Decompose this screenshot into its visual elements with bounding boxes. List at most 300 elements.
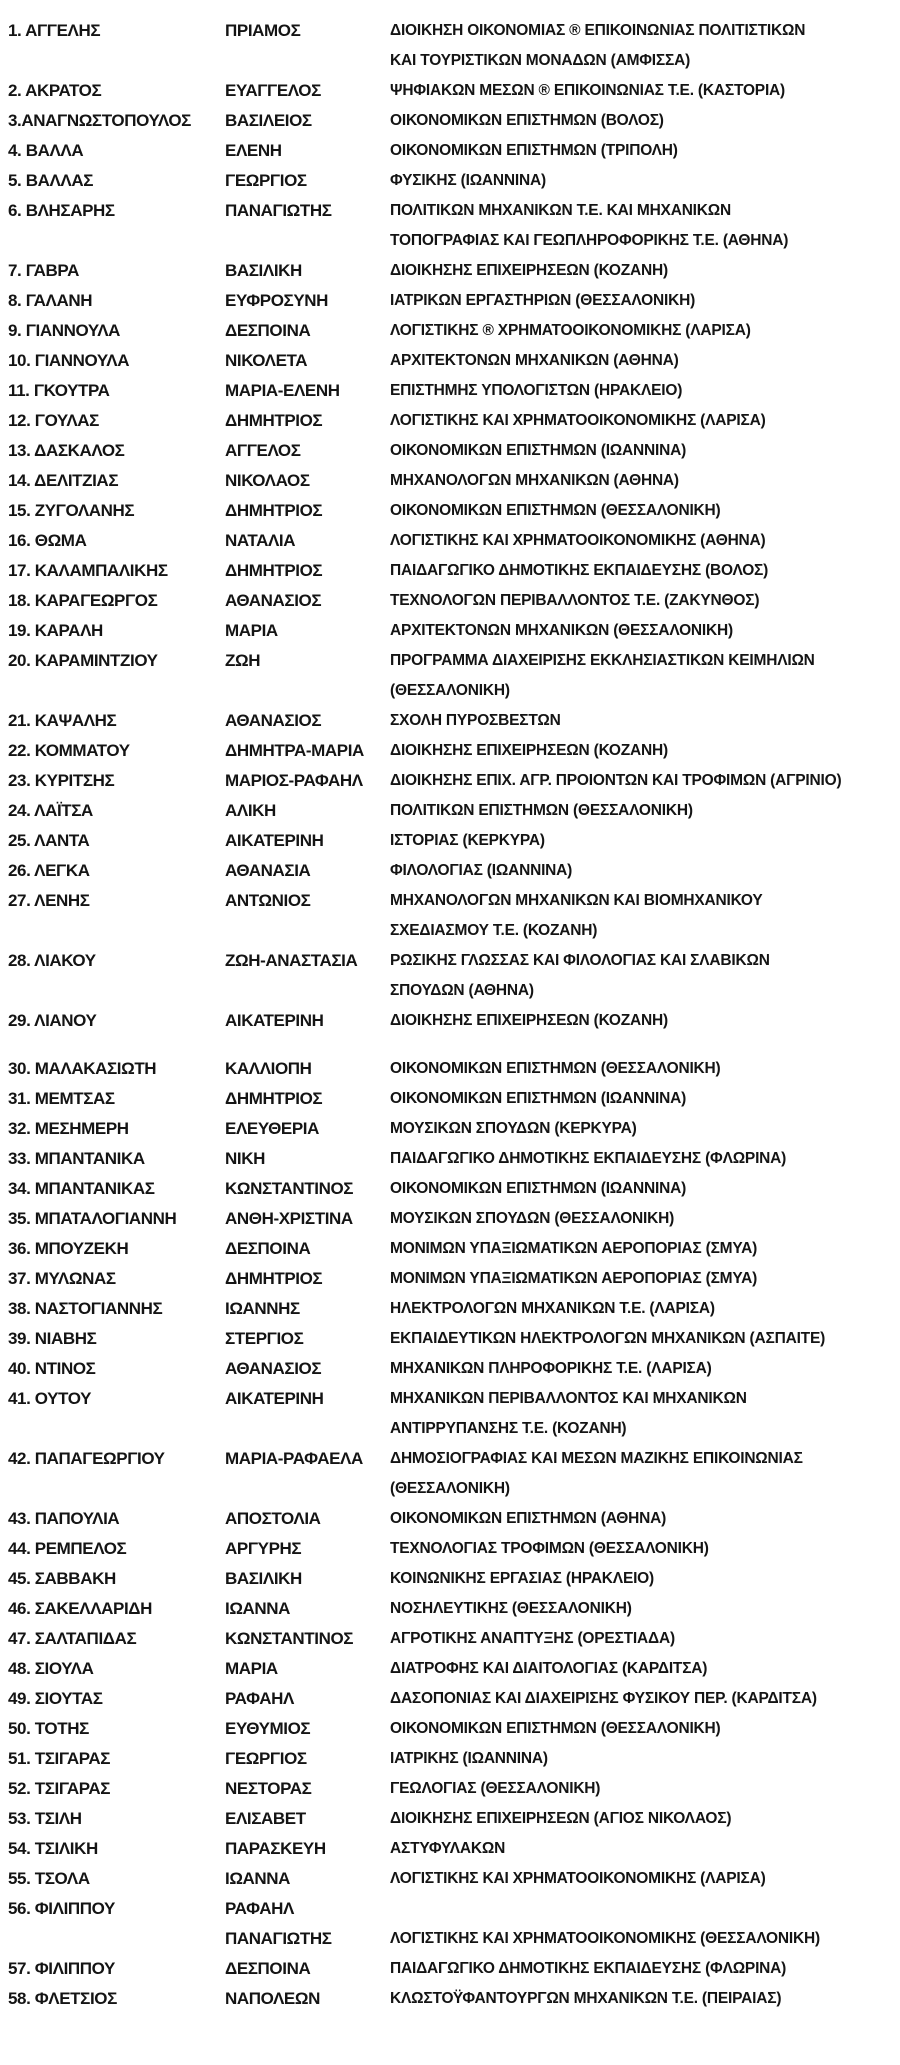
entry-given-name <box>225 1264 390 1294</box>
entry-school <box>390 886 896 946</box>
entry-number-surname: 33. ΜΠΑΝΤΑΝΙΚΑ <box>8 1149 145 1168</box>
text-line: ΑΓΡΟΤΙΚΗΣ ΑΝΑΠΤΥΞΗΣ (ΟΡΕΣΤΙΑΔΑ) <box>390 1630 675 1647</box>
entry-number-surname: 36. ΜΠΟΥΖΕΚΗ <box>8 1239 129 1258</box>
text-line: ΠΟΛΙΤΙΚΩΝ ΕΠΙΣΤΗΜΩΝ (ΘΕΣΣΑΛΟΝΙΚΗ) <box>390 802 693 819</box>
list-item <box>8 766 896 796</box>
entry-school <box>390 466 896 496</box>
entry-given-name <box>225 1804 390 1834</box>
list-item <box>8 1984 896 2014</box>
entry-given-name <box>225 376 390 406</box>
list-item <box>8 946 896 1006</box>
entry-given-name <box>225 1324 390 1354</box>
text-line: ΑΘΑΝΑΣΙΟΣ <box>225 1359 322 1378</box>
entry-given-name <box>225 526 390 556</box>
entry-school <box>390 1294 896 1324</box>
entry-given-name <box>225 1204 390 1234</box>
text-line: ΠΡΟΓΡΑΜΜΑ ΔΙΑΧΕΙΡΙΣΗΣ ΕΚΚΛΗΣΙΑΣΤΙΚΩΝ ΚΕΙΜΗΛΙΩΝ <box>390 652 815 669</box>
list-item <box>8 646 896 706</box>
entry-school <box>390 1054 896 1084</box>
list-item <box>8 1714 896 1744</box>
entry-number-surname: 25. ΛΑΝΤΑ <box>8 831 90 850</box>
entry-given-name <box>225 736 390 766</box>
entry-number-surname: 3.ΑΝΑΓΝΩΣΤΟΠΟΥΛΟΣ <box>8 111 191 130</box>
entry-given-name <box>225 1444 390 1474</box>
entry-given-name <box>225 196 390 226</box>
list-item <box>8 706 896 736</box>
list-item <box>8 1324 896 1354</box>
text-line: ΑΡΓΥΡΗΣ <box>225 1539 302 1558</box>
entry-school <box>390 1744 896 1774</box>
text-line: ΑΘΑΝΑΣΙΟΣ <box>225 711 322 730</box>
text-line: ΠΟΛΙΤΙΚΩΝ ΜΗΧΑΝΙΚΩΝ Τ.Ε. ΚΑΙ ΜΗΧΑΝΙΚΩΝ <box>390 202 732 219</box>
entry-given-name <box>225 1504 390 1534</box>
list-item <box>8 166 896 196</box>
list-item <box>8 1864 896 1894</box>
entry-number-surname: 4. ΒΑΛΛΑ <box>8 141 84 160</box>
text-line: ΤΕΧΝΟΛΟΓΙΑΣ ΤΡΟΦΙΜΩΝ (ΘΕΣΣΑΛΟΝΙΚΗ) <box>390 1540 709 1557</box>
text-line: ΟΙΚΟΝΟΜΙΚΩΝ ΕΠΙΣΤΗΜΩΝ (ΙΩΑΝΝΙΝΑ) <box>390 442 687 459</box>
entry-given-name <box>225 946 390 976</box>
text-line: ΛΟΓΙΣΤΙΚΗΣ ® ΧΡΗΜΑΤΟΟΙΚΟΝΟΜΙΚΗΣ (ΛΑΡΙΣΑ) <box>390 322 751 339</box>
entry-given-name <box>225 1714 390 1744</box>
entry-given-name <box>225 1294 390 1324</box>
text-line: ΟΙΚΟΝΟΜΙΚΩΝ ΕΠΙΣΤΗΜΩΝ (ΘΕΣΣΑΛΟΝΙΚΗ) <box>390 1060 721 1077</box>
text-line: ΑΘΑΝΑΣΙΑ <box>225 861 311 880</box>
text-line: ΗΛΕΚΤΡΟΛΟΓΩΝ ΜΗΧΑΝΙΚΩΝ Τ.Ε. (ΛΑΡΙΣΑ) <box>390 1300 715 1317</box>
entry-number-surname: 20. ΚΑΡΑΜΙΝΤΖΙΟΥ <box>8 651 158 670</box>
text-line: ΦΥΣΙΚΗΣ (ΙΩΑΝΝΙΝΑ) <box>390 172 546 189</box>
list-item <box>8 1204 896 1234</box>
entry-given-name <box>225 346 390 376</box>
entry-school <box>390 826 896 856</box>
entry-number-surname: 46. ΣΑΚΕΛΛΑΡΙΔΗ <box>8 1599 152 1618</box>
entry-given-name <box>225 1006 390 1036</box>
list-item <box>8 1624 896 1654</box>
text-line: ΠΑΙΔΑΓΩΓΙΚΟ ΔΗΜΟΤΙΚΗΣ ΕΚΠΑΙΔΕΥΣΗΣ (ΦΛΩΡΙΝΑ) <box>390 1150 787 1167</box>
entry-number-surname: 38. ΝΑΣΤΟΓΙΑΝΝΗΣ <box>8 1299 163 1318</box>
text-line: ΝΙΚΟΛΕΤΑ <box>225 351 308 370</box>
entry-school <box>390 856 896 886</box>
entry-school <box>390 1954 896 1984</box>
list-item <box>8 256 896 286</box>
text-line: ΠΑΙΔΑΓΩΓΙΚΟ ΔΗΜΟΤΙΚΗΣ ΕΚΠΑΙΔΕΥΣΗΣ (ΒΟΛΟΣ) <box>390 562 769 579</box>
entry-school <box>390 1384 896 1444</box>
text-line: ΔΗΜΗΤΡΙΟΣ <box>225 501 323 520</box>
text-line: ΑΝΤΙΡΡΥΠΑΝΣΗΣ Τ.Ε. (ΚΟΖΑΝΗ) <box>390 1420 627 1437</box>
text-line: ΚΟΙΝΩΝΙΚΗΣ ΕΡΓΑΣΙΑΣ (ΗΡΑΚΛΕΙΟ) <box>390 1570 655 1587</box>
entry-number-surname: 26. ΛΕΓΚΑ <box>8 861 90 880</box>
entry-number-surname: 5. ΒΑΛΛΑΣ <box>8 171 94 190</box>
entry-school <box>390 796 896 826</box>
entry-school <box>390 1324 896 1354</box>
list-item <box>8 856 896 886</box>
entry-number-surname: 14. ΔΕΛΙΤΖΙΑΣ <box>8 471 119 490</box>
entry-school <box>390 1624 896 1654</box>
entry-number-surname: 18. ΚΑΡΑΓΕΩΡΓΟΣ <box>8 591 158 610</box>
entry-school <box>390 1354 896 1384</box>
entry-school <box>390 1144 896 1174</box>
list-item <box>8 1684 896 1714</box>
list-item <box>8 1954 896 1984</box>
entry-given-name <box>225 1774 390 1804</box>
entry-number-surname: 56. ΦΙΛΙΠΠΟΥ <box>8 1899 115 1918</box>
text-line: ΚΑΙ ΤΟΥΡΙΣΤΙΚΩΝ ΜΟΝΑΔΩΝ (ΑΜΦΙΣΣΑ) <box>390 52 691 69</box>
entry-school <box>390 586 896 616</box>
list-item <box>8 526 896 556</box>
entry-given-name <box>225 1354 390 1384</box>
text-line: ΟΙΚΟΝΟΜΙΚΩΝ ΕΠΙΣΤΗΜΩΝ (ΙΩΑΝΝΙΝΑ) <box>390 1180 687 1197</box>
entry-given-name <box>225 406 390 436</box>
entry-given-name <box>225 1384 390 1414</box>
list-item <box>8 1384 896 1444</box>
entry-given-name <box>225 1954 390 1984</box>
text-line: ΣΠΟΥΔΩΝ (ΑΘΗΝΑ) <box>390 982 534 999</box>
entry-school <box>390 196 896 256</box>
entry-number-surname: 48. ΣΙΟΥΛΑ <box>8 1659 94 1678</box>
list-item <box>8 1294 896 1324</box>
entry-number-surname: 47. ΣΑΛΤΑΠΙΔΑΣ <box>8 1629 137 1648</box>
text-line: ΕΚΠΑΙΔΕΥΤΙΚΩΝ ΗΛΕΚΤΡΟΛΟΓΩΝ ΜΗΧΑΝΙΚΩΝ (ΑΣΠΑΙΤΕ) <box>390 1330 826 1347</box>
text-line: ΑΣΤΥΦΥΛΑΚΩΝ <box>390 1840 506 1857</box>
text-line: ΚΛΩΣΤΟΫΦΑΝΤΟΥΡΓΩΝ ΜΗΧΑΝΙΚΩΝ Τ.Ε. (ΠΕΙΡΑΙΑΣ) <box>390 1990 782 2007</box>
entry-school <box>390 76 896 106</box>
entry-number-surname: 9. ΓΙΑΝΝΟΥΛΑ <box>8 321 121 340</box>
text-line: ΟΙΚΟΝΟΜΙΚΩΝ ΕΠΙΣΤΗΜΩΝ (ΤΡΙΠΟΛΗ) <box>390 142 678 159</box>
list-item <box>8 316 896 346</box>
text-line: ΙΑΤΡΙΚΩΝ ΕΡΓΑΣΤΗΡΙΩΝ (ΘΕΣΣΑΛΟΝΙΚΗ) <box>390 292 696 309</box>
entry-given-name <box>225 466 390 496</box>
text-line: ΚΑΛΛΙΟΠΗ <box>225 1059 312 1078</box>
entry-number-surname: 29. ΛΙΑΝΟΥ <box>8 1011 97 1030</box>
entry-given-name <box>225 1084 390 1114</box>
entry-number-surname: 23. ΚΥΡΙΤΣΗΣ <box>8 771 115 790</box>
text-line: ΠΑΙΔΑΓΩΓΙΚΟ ΔΗΜΟΤΙΚΗΣ ΕΚΠΑΙΔΕΥΣΗΣ (ΦΛΩΡΙΝΑ) <box>390 1960 787 1977</box>
list-item <box>8 1534 896 1564</box>
list-item <box>8 196 896 256</box>
list-item <box>8 1054 896 1084</box>
text-line: ΔΗΜΟΣΙΟΓΡΑΦΙΑΣ ΚΑΙ ΜΕΣΩΝ ΜΑΖΙΚΗΣ ΕΠΙΚΟΙΝΩΝΙΑΣ <box>390 1450 803 1467</box>
text-line: ΜΑΡΙΑ-ΡΑΦΑΕΛΑ <box>225 1449 363 1468</box>
entry-given-name <box>225 256 390 286</box>
list-item <box>8 1354 896 1384</box>
text-line: ΑΙΚΑΤΕΡΙΝΗ <box>225 1011 324 1030</box>
entry-school <box>390 1564 896 1594</box>
text-line: ΟΙΚΟΝΟΜΙΚΩΝ ΕΠΙΣΤΗΜΩΝ (ΘΕΣΣΑΛΟΝΙΚΗ) <box>390 1720 721 1737</box>
text-line <box>390 1894 896 1924</box>
entry-given-name <box>225 1654 390 1684</box>
entry-school <box>390 406 896 436</box>
text-line: ΡΩΣΙΚΗΣ ΓΛΩΣΣΑΣ ΚΑΙ ΦΙΛΟΛΟΓΙΑΣ ΚΑΙ ΣΛΑΒΙΚΩΝ <box>390 952 770 969</box>
list-item <box>8 556 896 586</box>
entry-school <box>390 16 896 76</box>
list-item <box>8 16 896 76</box>
entry-school <box>390 1444 896 1504</box>
list-item <box>8 406 896 436</box>
entry-number-surname: 17. ΚΑΛΑΜΠΑΛΙΚΗΣ <box>8 561 168 580</box>
list-item <box>8 1114 896 1144</box>
entry-given-name <box>225 1534 390 1564</box>
entry-number-surname: 13. ΔΑΣΚΑΛΟΣ <box>8 441 125 460</box>
list-item <box>8 796 896 826</box>
entry-school <box>390 256 896 286</box>
list-item <box>8 886 896 946</box>
text-line: ΑΛΙΚΗ <box>225 801 276 820</box>
text-line: ΝΙΚΗ <box>225 1149 265 1168</box>
entry-school <box>390 1864 896 1894</box>
text-line: ΒΑΣΙΛΙΚΗ <box>225 261 302 280</box>
text-line: ΜΟΥΣΙΚΩΝ ΣΠΟΥΔΩΝ (ΚΕΡΚΥΡΑ) <box>390 1120 637 1137</box>
text-line: ΔΙΑΤΡΟΦΗΣ ΚΑΙ ΔΙΑΙΤΟΛΟΓΙΑΣ (ΚΑΡΔΙΤΣΑ) <box>390 1660 708 1677</box>
text-line: ΟΙΚΟΝΟΜΙΚΩΝ ΕΠΙΣΤΗΜΩΝ (ΘΕΣΣΑΛΟΝΙΚΗ) <box>390 502 721 519</box>
text-line: ΠΡΙΑΜΟΣ <box>225 21 301 40</box>
entry-given-name <box>225 1234 390 1264</box>
list-item <box>8 1174 896 1204</box>
entry-given-name <box>225 1594 390 1624</box>
list-item <box>8 1804 896 1834</box>
entry-number-surname: 58. ΦΛΕΤΣΙΟΣ <box>8 1989 117 2008</box>
text-line: ΑΡΧΙΤΕΚΤΟΝΩΝ ΜΗΧΑΝΙΚΩΝ (ΑΘΗΝΑ) <box>390 352 679 369</box>
entry-number-surname: 8. ΓΑΛΑΝΗ <box>8 291 93 310</box>
entry-school <box>390 1984 896 2014</box>
text-line: ΝΙΚΟΛΑΟΣ <box>225 471 310 490</box>
entry-number-surname: 40. ΝΤΙΝΟΣ <box>8 1359 96 1378</box>
text-line: ΠΑΝΑΓΙΩΤΗΣ <box>225 201 332 220</box>
entry-school <box>390 1804 896 1834</box>
list-item <box>8 436 896 466</box>
text-line: ΙΩΑΝΝΑ <box>225 1599 291 1618</box>
text-line: ΠΑΡΑΣΚΕΥΗ <box>225 1839 326 1858</box>
entry-number-surname: 44. ΡΕΜΠΕΛΟΣ <box>8 1539 127 1558</box>
entry-school <box>390 1504 896 1534</box>
entry-school <box>390 1714 896 1744</box>
entry-given-name <box>225 286 390 316</box>
entry-school <box>390 376 896 406</box>
entry-given-name <box>225 166 390 196</box>
entry-school <box>390 436 896 466</box>
entry-given-name <box>225 1864 390 1894</box>
list-item <box>8 1834 896 1864</box>
text-line: ΒΑΣΙΛΕΙΟΣ <box>225 111 312 130</box>
list-item <box>8 1894 896 1954</box>
text-line: ΙΩΑΝΝΗΣ <box>225 1299 300 1318</box>
entry-school <box>390 526 896 556</box>
entry-school <box>390 1114 896 1144</box>
text-line: ΡΑΦΑΗΛ <box>225 1689 294 1708</box>
text-line: ΔΙΟΙΚΗΣΗΣ ΕΠΙΧΕΙΡΗΣΕΩΝ (ΚΟΖΑΝΗ) <box>390 262 668 279</box>
text-line: ΜΑΡΙΑ <box>225 1659 278 1678</box>
text-line: ΤΕΧΝΟΛΟΓΩΝ ΠΕΡΙΒΑΛΛΟΝΤΟΣ Τ.Ε. (ΖΑΚΥΝΘΟΣ) <box>390 592 760 609</box>
text-line: ΔΗΜΗΤΡΙΟΣ <box>225 411 323 430</box>
entry-number-surname: 6. ΒΛΗΣΑΡΗΣ <box>8 201 115 220</box>
text-line: ΔΕΣΠΟΙΝΑ <box>225 1959 311 1978</box>
entry-number-surname: 27. ΛΕΝΗΣ <box>8 891 90 910</box>
entry-given-name <box>225 766 390 796</box>
entry-school <box>390 1894 896 1954</box>
text-line: ΜΗΧΑΝΙΚΩΝ ΠΕΡΙΒΑΛΛΟΝΤΟΣ ΚΑΙ ΜΗΧΑΝΙΚΩΝ <box>390 1390 747 1407</box>
entry-school <box>390 766 896 796</box>
text-line: (ΘΕΣΣΑΛΟΝΙΚΗ) <box>390 1480 510 1497</box>
entry-school <box>390 1594 896 1624</box>
text-line: ΛΟΓΙΣΤΙΚΗΣ ΚΑΙ ΧΡΗΜΑΤΟΟΙΚΟΝΟΜΙΚΗΣ (ΘΕΣΣΑΛΟΝΙΚΗ) <box>390 1930 820 1947</box>
entry-number-surname: 16. ΘΩΜΑ <box>8 531 87 550</box>
list-item <box>8 736 896 766</box>
entry-school <box>390 1774 896 1804</box>
entry-school <box>390 1084 896 1114</box>
text-line: ΙΑΤΡΙΚΗΣ (ΙΩΑΝΝΙΝΑ) <box>390 1750 548 1767</box>
entry-number-surname: 11. ΓΚΟΥΤΡΑ <box>8 381 110 400</box>
entry-school <box>390 946 896 1006</box>
entry-number-surname: 55. ΤΣΟΛΑ <box>8 1869 90 1888</box>
entry-given-name <box>225 826 390 856</box>
entry-given-name <box>225 886 390 916</box>
text-line: ΛΟΓΙΣΤΙΚΗΣ ΚΑΙ ΧΡΗΜΑΤΟΟΙΚΟΝΟΜΙΚΗΣ (ΛΑΡΙΣΑ) <box>390 412 766 429</box>
list-item <box>8 376 896 406</box>
text-line: ΔΙΟΙΚΗΣΗΣ ΕΠΙΧ. ΑΓΡ. ΠΡΟΙΟΝΤΩΝ ΚΑΙ ΤΡΟΦΙΜΩΝ (ΑΓΡΙΝΙΟ) <box>390 772 842 789</box>
text-line: ΨΗΦΙΑΚΩΝ ΜΕΣΩΝ ® ΕΠΙΚΟΙΝΩΝΙΑΣ Τ.Ε. (ΚΑΣΤΟΡΙΑ) <box>390 82 786 99</box>
entry-school <box>390 106 896 136</box>
list-item <box>8 1006 896 1036</box>
text-line: ΟΙΚΟΝΟΜΙΚΩΝ ΕΠΙΣΤΗΜΩΝ (ΙΩΑΝΝΙΝΑ) <box>390 1090 687 1107</box>
entry-given-name <box>225 1144 390 1174</box>
entry-school <box>390 1204 896 1234</box>
text-line: ΚΩΝΣΤΑΝΤΙΝΟΣ <box>225 1629 354 1648</box>
text-line: ΓΕΩΡΓΙΟΣ <box>225 171 307 190</box>
entry-number-surname: 7. ΓΑΒΡΑ <box>8 261 79 280</box>
entry-given-name <box>225 496 390 526</box>
list-item <box>8 1084 896 1114</box>
text-line: ΑΙΚΑΤΕΡΙΝΗ <box>225 1389 324 1408</box>
entry-number-surname: 22. ΚΟΜΜΑΤΟΥ <box>8 741 130 760</box>
list-item <box>8 466 896 496</box>
list-item <box>8 136 896 166</box>
list-item <box>8 1564 896 1594</box>
list-item <box>8 1654 896 1684</box>
text-line: ΑΙΚΑΤΕΡΙΝΗ <box>225 831 324 850</box>
text-line: ΒΑΣΙΛΙΚΗ <box>225 1569 302 1588</box>
entry-given-name <box>225 1684 390 1714</box>
text-line: ΕΛΕΥΘΕΡΙΑ <box>225 1119 320 1138</box>
list-item <box>8 616 896 646</box>
text-line: ΔΙΟΙΚΗΣΗ ΟΙΚΟΝΟΜΙΑΣ ® ΕΠΙΚΟΙΝΩΝΙΑΣ ΠΟΛΙΤΙΣΤΙΚΩΝ <box>390 22 806 39</box>
entry-number-surname: 19. ΚΑΡΑΛΗ <box>8 621 103 640</box>
text-line: ΣΧΕΔΙΑΣΜΟΥ Τ.Ε. (ΚΟΖΑΝΗ) <box>390 922 598 939</box>
entry-school <box>390 1684 896 1714</box>
text-line: ΜΟΥΣΙΚΩΝ ΣΠΟΥΔΩΝ (ΘΕΣΣΑΛΟΝΙΚΗ) <box>390 1210 675 1227</box>
entry-number-surname: 21. ΚΑΨΑΛΗΣ <box>8 711 117 730</box>
list-item <box>8 1444 896 1504</box>
text-line: ΣΤΕΡΓΙΟΣ <box>225 1329 304 1348</box>
text-line: ΔΗΜΗΤΡΙΟΣ <box>225 1269 323 1288</box>
entry-given-name <box>225 1894 390 1954</box>
entry-given-name <box>225 1174 390 1204</box>
list-item <box>8 106 896 136</box>
list-item <box>8 1744 896 1774</box>
list-item <box>8 1264 896 1294</box>
entry-number-surname: 34. ΜΠΑΝΤΑΝΙΚΑΣ <box>8 1179 155 1198</box>
entry-school <box>390 1834 896 1864</box>
text-line: ΦΙΛΟΛΟΓΙΑΣ (ΙΩΑΝΝΙΝΑ) <box>390 862 573 879</box>
entry-school <box>390 646 896 706</box>
text-line: ΜΗΧΑΝΟΛΟΓΩΝ ΜΗΧΑΝΙΚΩΝ ΚΑΙ ΒΙΟΜΗΧΑΝΙΚΟΥ <box>390 892 763 909</box>
entry-given-name <box>225 616 390 646</box>
text-line: ΟΙΚΟΝΟΜΙΚΩΝ ΕΠΙΣΤΗΜΩΝ (ΒΟΛΟΣ) <box>390 112 664 129</box>
entry-number-surname: 57. ΦΙΛΙΠΠΟΥ <box>8 1959 115 1978</box>
text-line: ΠΑΝΑΓΙΩΤΗΣ <box>225 1929 332 1948</box>
entry-school <box>390 1534 896 1564</box>
entry-number-surname: 12. ΓΟΥΛΑΣ <box>8 411 99 430</box>
list-item <box>8 1504 896 1534</box>
entry-given-name <box>225 856 390 886</box>
text-line: ΑΓΓΕΛΟΣ <box>225 441 301 460</box>
text-line: ΝΑΤΑΛΙΑ <box>225 531 296 550</box>
entry-number-surname: 41. ΟΥΤΟΥ <box>8 1389 92 1408</box>
text-line: ΓΕΩΡΓΙΟΣ <box>225 1749 307 1768</box>
text-line: ΛΟΓΙΣΤΙΚΗΣ ΚΑΙ ΧΡΗΜΑΤΟΟΙΚΟΝΟΜΙΚΗΣ (ΑΘΗΝΑ) <box>390 532 766 549</box>
entry-given-name <box>225 16 390 46</box>
entry-school <box>390 136 896 166</box>
entry-school <box>390 1264 896 1294</box>
text-line: ΔΗΜΗΤΡΙΟΣ <box>225 1089 323 1108</box>
text-line: ΤΟΠΟΓΡΑΦΙΑΣ ΚΑΙ ΓΕΩΠΛΗΡΟΦΟΡΙΚΗΣ Τ.Ε. (ΑΘΗΝΑ) <box>390 232 789 249</box>
text-line: ΜΑΡΙΑ-ΕΛΕΝΗ <box>225 381 340 400</box>
entry-number-surname: 50. ΤΟΤΗΣ <box>8 1719 89 1738</box>
entry-given-name <box>225 436 390 466</box>
entry-given-name <box>225 1744 390 1774</box>
text-line: ΔΕΣΠΟΙΝΑ <box>225 1239 311 1258</box>
entry-number-surname: 43. ΠΑΠΟΥΛΙΑ <box>8 1509 120 1528</box>
entry-number-surname: 37. ΜΥΛΩΝΑΣ <box>8 1269 116 1288</box>
text-line: ΑΡΧΙΤΕΚΤΟΝΩΝ ΜΗΧΑΝΙΚΩΝ (ΘΕΣΣΑΛΟΝΙΚΗ) <box>390 622 733 639</box>
entry-school <box>390 496 896 526</box>
text-line: ΣΧΟΛΗ ΠΥΡΟΣΒΕΣΤΩΝ <box>390 712 561 729</box>
entry-given-name <box>225 1564 390 1594</box>
text-line: ΚΩΝΣΤΑΝΤΙΝΟΣ <box>225 1179 354 1198</box>
text-line: ΔΕΣΠΟΙΝΑ <box>225 321 311 340</box>
entry-number-surname: 2. ΑΚΡΑΤΟΣ <box>8 81 102 100</box>
text-line: ΕΠΙΣΤΗΜΗΣ ΥΠΟΛΟΓΙΣΤΩΝ (ΗΡΑΚΛΕΙΟ) <box>390 382 683 399</box>
text-line: ΛΟΓΙΣΤΙΚΗΣ ΚΑΙ ΧΡΗΜΑΤΟΟΙΚΟΝΟΜΙΚΗΣ (ΛΑΡΙΣΑ) <box>390 1870 766 1887</box>
text-line: ΙΩΑΝΝΑ <box>225 1869 291 1888</box>
text-line: ΜΟΝΙΜΩΝ ΥΠΑΞΙΩΜΑΤΙΚΩΝ ΑΕΡΟΠΟΡΙΑΣ (ΣΜΥΑ) <box>390 1240 758 1257</box>
text-line: ΕΛΕΝΗ <box>225 141 282 160</box>
entry-given-name <box>225 136 390 166</box>
text-line: ΖΩΗ <box>225 651 261 670</box>
entry-number-surname: 30. ΜΑΛΑΚΑΣΙΩΤΗ <box>8 1059 157 1078</box>
entry-number-surname: 45. ΣΑΒΒΑΚΗ <box>8 1569 116 1588</box>
entry-number-surname: 49. ΣΙΟΥΤΑΣ <box>8 1689 103 1708</box>
entry-number-surname: 52. ΤΣΙΓΑΡΑΣ <box>8 1779 111 1798</box>
entry-number-surname: 32. ΜΕΣΗΜΕΡΗ <box>8 1119 129 1138</box>
list-item <box>8 1594 896 1624</box>
text-line: ΓΕΩΛΟΓΙΑΣ (ΘΕΣΣΑΛΟΝΙΚΗ) <box>390 1780 601 1797</box>
text-line: ΔΙΟΙΚΗΣΗΣ ΕΠΙΧΕΙΡΗΣΕΩΝ (ΚΟΖΑΝΗ) <box>390 1012 668 1029</box>
entry-school <box>390 706 896 736</box>
entry-given-name <box>225 106 390 136</box>
list-item <box>8 496 896 526</box>
text-line: ΕΛΙΣΑΒΕΤ <box>225 1809 306 1828</box>
entry-given-name <box>225 1054 390 1084</box>
list-item <box>8 1774 896 1804</box>
text-line: ΕΥΦΡΟΣΥΝΗ <box>225 291 329 310</box>
entry-number-surname: 54. ΤΣΙΛΙΚΗ <box>8 1839 98 1858</box>
entry-school <box>390 736 896 766</box>
entry-given-name <box>225 1624 390 1654</box>
text-line: ΔΙΟΙΚΗΣΗΣ ΕΠΙΧΕΙΡΗΣΕΩΝ (ΑΓΙΟΣ ΝΙΚΟΛΑΟΣ) <box>390 1810 732 1827</box>
text-line: ΝΕΣΤΟΡΑΣ <box>225 1779 312 1798</box>
text-line: ΑΠΟΣΤΟΛΙΑ <box>225 1509 321 1528</box>
text-line: ΑΝΤΩΝΙΟΣ <box>225 891 311 910</box>
text-line: ΔΑΣΟΠΟΝΙΑΣ ΚΑΙ ΔΙΑΧΕΙΡΙΣΗΣ ΦΥΣΙΚΟΥ ΠΕΡ. (ΚΑΡΔΙΤΣΑ) <box>390 1690 817 1707</box>
